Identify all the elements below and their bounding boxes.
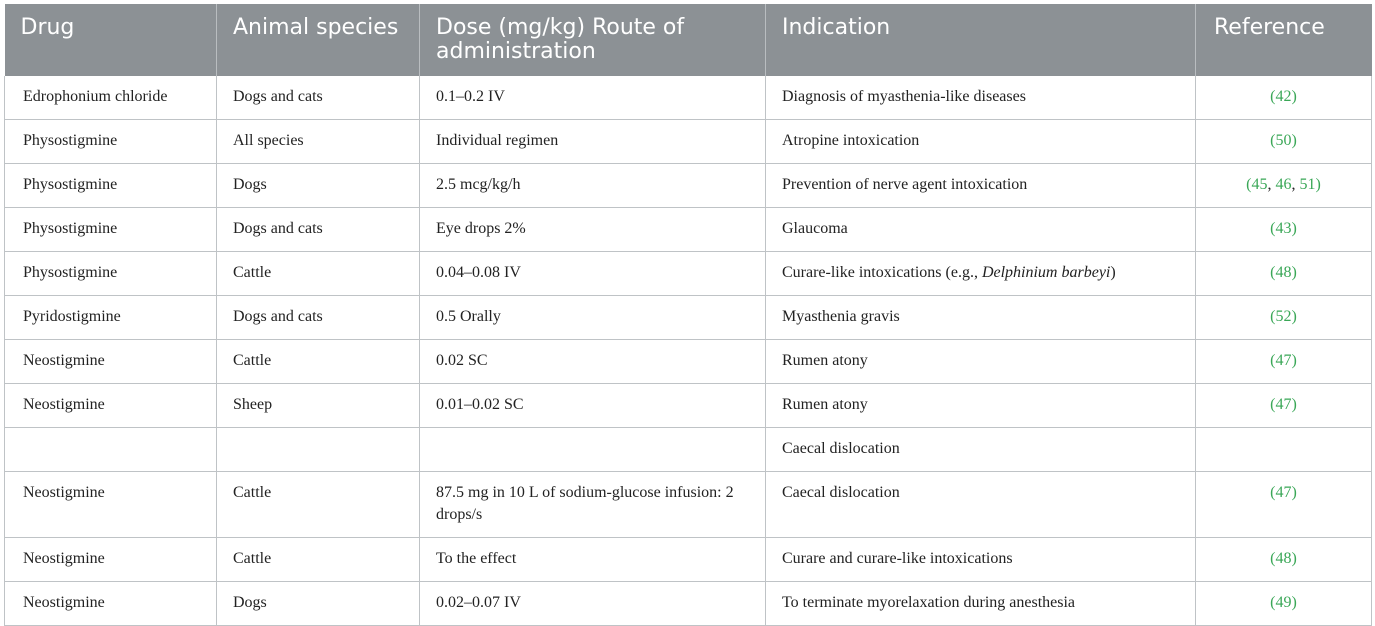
cell-reference <box>1196 428 1372 472</box>
table-row <box>5 384 1372 428</box>
cell-drug: Neostigmine <box>5 582 217 626</box>
table-row <box>5 76 1372 120</box>
reference-link[interactable]: 47 <box>1275 352 1292 369</box>
reference-link[interactable]: 45 <box>1251 176 1268 193</box>
header-row <box>5 4 1372 76</box>
cell-species: Dogs and cats <box>217 76 420 120</box>
indication-text: Prevention of nerve agent intoxication <box>782 176 1028 193</box>
table-row <box>5 472 1372 538</box>
header-drug: Drug <box>5 4 217 76</box>
cell-indication <box>766 76 1196 120</box>
indication-species-italic: Delphinium barbeyi <box>981 264 1111 281</box>
table-row <box>5 340 1372 384</box>
cell-drug <box>5 428 217 472</box>
table-row <box>5 582 1372 626</box>
cell-reference: (48) <box>1196 538 1372 582</box>
cell-indication <box>766 472 1196 538</box>
cell-reference: (43) <box>1196 208 1372 252</box>
cell-dose: 0.02 SC <box>420 340 766 384</box>
cell-species: All species <box>217 120 420 164</box>
indication-text: Curare-like intoxications (e.g., <box>782 264 982 281</box>
cell-drug: Physostigmine <box>5 120 217 164</box>
reference-link[interactable]: 47 <box>1275 484 1292 501</box>
cell-drug: Physostigmine <box>5 208 217 252</box>
cell-reference: (47) <box>1196 340 1372 384</box>
cell-reference: (47) <box>1196 384 1372 428</box>
reference-link[interactable]: 43 <box>1275 220 1292 237</box>
cell-indication <box>766 340 1196 384</box>
cell-species: Cattle <box>217 340 420 384</box>
cell-species: Dogs <box>217 164 420 208</box>
header-animal-species: Animal species <box>217 4 420 76</box>
cell-reference: (48) <box>1196 252 1372 296</box>
cell-reference: (45, 46, 51) <box>1196 164 1372 208</box>
indication-text: Caecal dislocation <box>782 440 900 457</box>
indication-text: Diagnosis of myasthenia-like diseases <box>782 88 1026 105</box>
cell-species: Dogs and cats <box>217 208 420 252</box>
cell-dose: 2.5 mcg/kg/h <box>420 164 766 208</box>
cell-reference: (42) <box>1196 76 1372 120</box>
reference-link[interactable]: 48 <box>1275 264 1292 281</box>
cell-dose: 0.5 Orally <box>420 296 766 340</box>
cell-dose: 87.5 mg in 10 L of sodium-glucose infusion: 2 drops/s <box>420 472 766 538</box>
reference-link[interactable]: 52 <box>1275 308 1292 325</box>
cell-dose <box>420 428 766 472</box>
cell-species: Cattle <box>217 252 420 296</box>
cell-reference: (49) <box>1196 582 1372 626</box>
reference-link[interactable]: 51 <box>1299 176 1316 193</box>
header-dose-route: Dose (mg/kg) Route of administration <box>420 4 766 76</box>
cell-dose: Individual regimen <box>420 120 766 164</box>
reference-link[interactable]: 46 <box>1275 176 1292 193</box>
reference-link[interactable]: 42 <box>1275 88 1292 105</box>
cell-dose: 0.1–0.2 IV <box>420 76 766 120</box>
table-body <box>5 76 1372 626</box>
table-row <box>5 164 1372 208</box>
header-indication: Indication <box>766 4 1196 76</box>
indication-suffix: ) <box>1110 264 1116 281</box>
cell-dose: 0.01–0.02 SC <box>420 384 766 428</box>
cell-drug: Neostigmine <box>5 384 217 428</box>
reference-link[interactable]: 50 <box>1275 132 1292 149</box>
cell-reference: (47) <box>1196 472 1372 538</box>
cell-indication <box>766 538 1196 582</box>
cell-species: Dogs <box>217 582 420 626</box>
table-row <box>5 208 1372 252</box>
cell-drug: Neostigmine <box>5 472 217 538</box>
table-row <box>5 538 1372 582</box>
cell-drug: Physostigmine <box>5 252 217 296</box>
indication-text: Glaucoma <box>782 220 848 237</box>
table-row <box>5 428 1372 472</box>
indication-text: Rumen atony <box>782 396 868 413</box>
cell-indication <box>766 582 1196 626</box>
cell-species: Cattle <box>217 538 420 582</box>
cell-indication <box>766 164 1196 208</box>
cell-drug: Neostigmine <box>5 340 217 384</box>
cell-drug: Pyridostigmine <box>5 296 217 340</box>
cell-reference: (50) <box>1196 120 1372 164</box>
indication-text: Myasthenia gravis <box>782 308 900 325</box>
cell-species: Cattle <box>217 472 420 538</box>
indication-text: Rumen atony <box>782 352 868 369</box>
cell-drug: Edrophonium chloride <box>5 76 217 120</box>
cell-species <box>217 428 420 472</box>
table-row <box>5 120 1372 164</box>
cell-drug: Physostigmine <box>5 164 217 208</box>
cell-dose: 0.02–0.07 IV <box>420 582 766 626</box>
drug-table <box>4 4 1372 626</box>
table-row <box>5 296 1372 340</box>
reference-link[interactable]: 47 <box>1275 396 1292 413</box>
indication-text: Caecal dislocation <box>782 484 900 501</box>
indication-text: Atropine intoxication <box>782 132 920 149</box>
cell-indication <box>766 252 1196 296</box>
cell-reference: (52) <box>1196 296 1372 340</box>
cell-dose: 0.04–0.08 IV <box>420 252 766 296</box>
cell-drug: Neostigmine <box>5 538 217 582</box>
cell-dose: To the effect <box>420 538 766 582</box>
header-reference: Reference <box>1196 4 1372 76</box>
cell-indication <box>766 428 1196 472</box>
indication-text: Curare and curare-like intoxications <box>782 550 1013 567</box>
cell-dose: Eye drops 2% <box>420 208 766 252</box>
cell-species: Dogs and cats <box>217 296 420 340</box>
reference-link[interactable]: 48 <box>1275 550 1292 567</box>
table-row <box>5 252 1372 296</box>
cell-indication <box>766 208 1196 252</box>
cell-indication <box>766 384 1196 428</box>
reference-link[interactable]: 49 <box>1275 594 1292 611</box>
cell-indication <box>766 296 1196 340</box>
indication-text: To terminate myorelaxation during anesthesia <box>782 594 1076 611</box>
cell-species: Sheep <box>217 384 420 428</box>
cell-indication <box>766 120 1196 164</box>
